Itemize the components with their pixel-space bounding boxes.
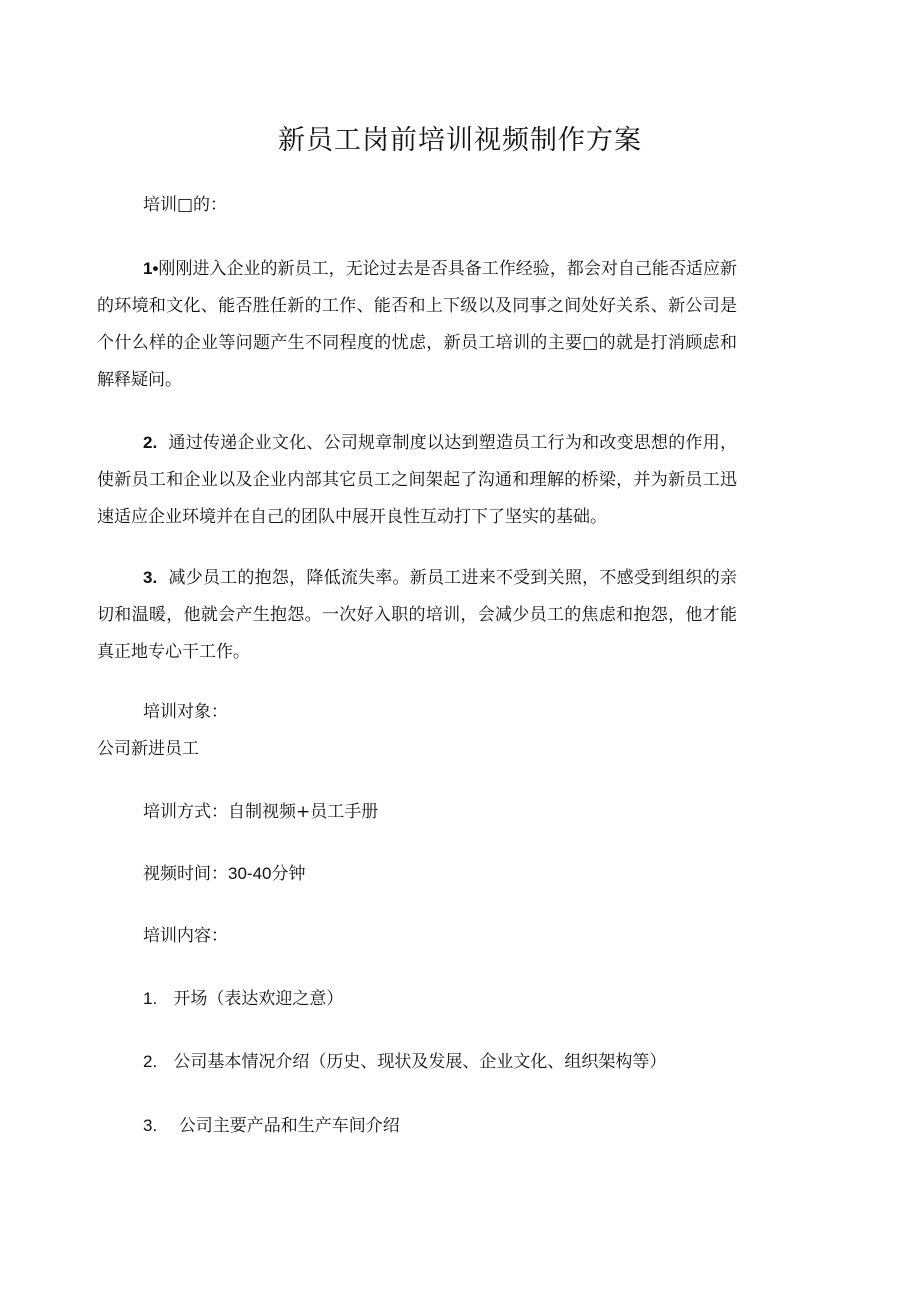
purpose-item-2 xyxy=(97,424,737,536)
item-number: 3. xyxy=(143,568,158,587)
duration-line xyxy=(143,855,305,893)
item-text: 通过传递企业文化、公司规章制度以达到塑造员工行为和改变思想的作用，使新员工和企业以及企业内部其它员工之间架起了沟通和理解的桥梁，并为新员工迅速适应企业环境并在自己的团队中展开良性互动打下了坚实的基础。 xyxy=(97,433,737,527)
target-label: 培训对象： xyxy=(143,702,228,722)
duration-label: 视频时间： xyxy=(143,864,228,884)
item-number: 2. xyxy=(143,433,158,452)
method-value: 自制视频+员工手册 xyxy=(228,802,379,822)
item-number: 1• xyxy=(143,259,159,278)
item-text: 开场（表达欢迎之意） xyxy=(173,989,344,1009)
item-number: 1. xyxy=(143,989,158,1008)
content-item-2 xyxy=(143,1043,666,1081)
item-text: 刚刚进入企业的新员工，无论过去是否具备工作经验，都会对自己能否适应新的环境和文化、能否胜任新的工作、能否和上下级以及同事之间处好关系、新公司是个什么样的企业等问题产生不同程度的忧虑，新员工培训的主要□的就是打消顾虑和解释疑问。 xyxy=(97,259,737,390)
item-text: 减少员工的抱怨，降低流失率。新员工进来不受到关照，不感受到组织的亲切和温暖，他就会产生抱怨。一次好入职的培训，会减少员工的焦虑和抱怨，他才能真正地专心干工作。 xyxy=(97,568,737,662)
item-number: 3. xyxy=(143,1116,158,1135)
item-text: 公司主要产品和生产车间介绍 xyxy=(178,1116,400,1136)
content-item-3 xyxy=(143,1107,400,1145)
item-text: 公司基本情况介绍（历史、现状及发展、企业文化、组织架构等） xyxy=(173,1052,667,1072)
content-item-1 xyxy=(143,980,343,1018)
purpose-item-3 xyxy=(97,559,737,671)
method-label: 培训方式： xyxy=(143,802,228,822)
purpose-heading: 培训□的： xyxy=(143,195,228,215)
duration-value: 30-40 xyxy=(228,864,272,883)
document-title: 新员工岗前培训视频制作方案 xyxy=(278,125,642,156)
content-heading: 培训内容： xyxy=(143,926,228,946)
duration-unit: 分钟 xyxy=(271,864,306,884)
purpose-item-1 xyxy=(97,250,737,399)
target-value: 公司新进员工 xyxy=(97,739,199,759)
method-line xyxy=(143,794,378,831)
item-number: 2. xyxy=(143,1052,158,1071)
